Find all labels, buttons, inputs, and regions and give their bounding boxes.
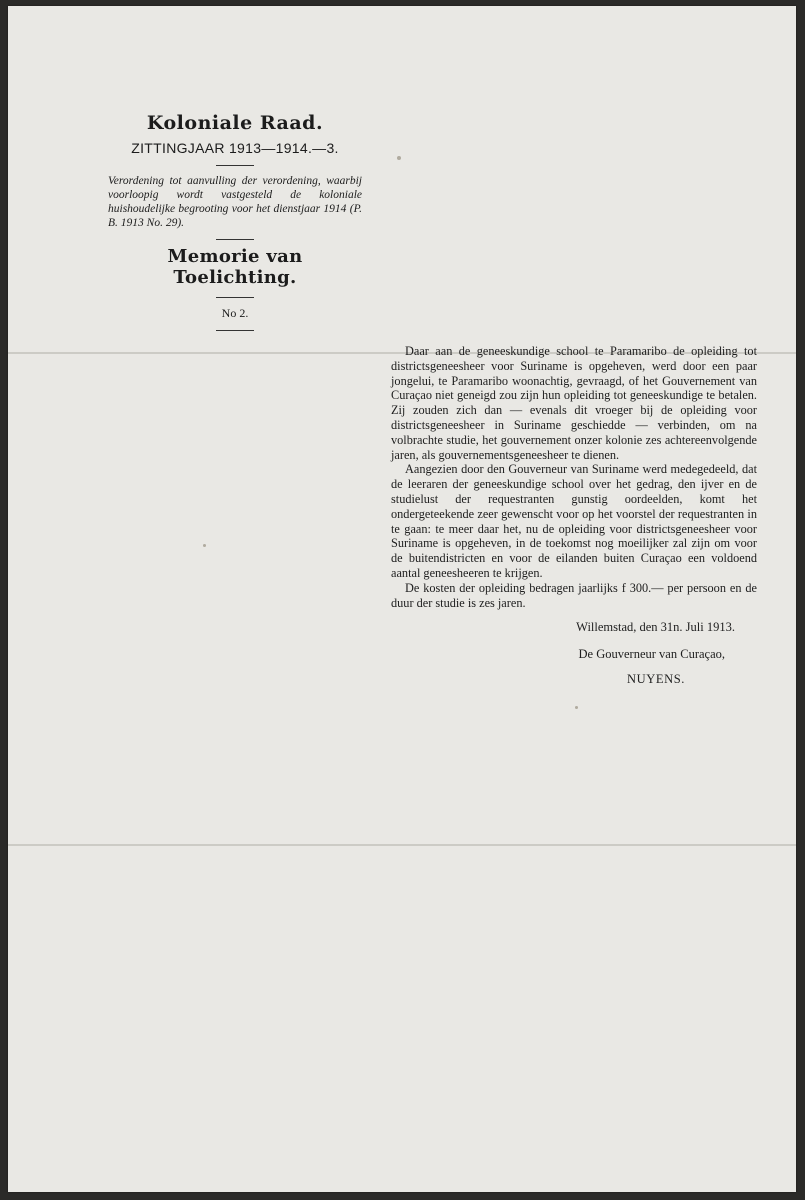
- paper-speck: [203, 544, 206, 547]
- divider: [216, 330, 254, 331]
- paragraph: De kosten der opleiding bedragen jaarlijks f 300.— per persoon en de duur der studie is zes jaren.: [391, 580, 757, 610]
- paper-speck: [397, 156, 401, 160]
- signatory-office: De Gouverneur van Curaçao,: [578, 647, 725, 661]
- divider: [216, 239, 254, 240]
- council-title: Koloniale Raad.: [146, 112, 324, 134]
- session-year: ZITTINGJAAR 1913—1914.—3.: [131, 140, 339, 156]
- ordinance-description: Verordening tot aanvulling der verordening, waarbij voorloopig wordt vastgesteld de koloniale huishoudelijke begrooting voor het dienstjaar 1914 (P. B. 1913 No. 29).: [108, 175, 362, 229]
- date-line: Willemstad, den 31n. Juli 1913.: [576, 620, 735, 634]
- memo-body: [391, 344, 757, 610]
- fold-line: [8, 844, 796, 846]
- divider: [216, 165, 254, 166]
- document-number: No 2.: [221, 306, 249, 320]
- signatory-name: NUYENS.: [626, 672, 685, 686]
- paragraph: Daar aan de geneeskundige school te Paramaribo de opleiding tot districtsgeneesheer voor Suriname is opgeheven, werd door een paar jongelui, te Paramaribo woonachtig, gevraagd, of het Gouvernement van Curaçao niet geneigd zou zijn hun opleiding tot geneeskundige te betalen. Zij zouden zich dan — evenals dit vroeger bij de opleiding voor districtsgeneesheer in Suriname geschiedde — verbinden, om na volbrachte studie, het gouvernement onzer kolonie zes achtereenvolgende jaren, als gouvernementsgeneesheer te dienen.: [391, 344, 757, 462]
- paper-speck: [575, 706, 578, 709]
- document-header: [104, 106, 366, 331]
- divider: [216, 297, 254, 298]
- paragraph: Aangezien door den Gouverneur van Suriname werd medegedeeld, dat de leeraren der geneeskundige school over het gedrag, den ijver en de studielust der requestranten gunstig oordeelden, komt het ondergeteekende zeer gewenscht voor op het voorstel der requestranten in te gaan: te meer daar het, nu de opleiding voor districtsgeneesheer voor Suriname is opgeheven, in de toekomst nog moeilijker zal zijn om voor de buitendistricten en voor de eilanden buiten Curaçao een voldoend aantal geneesheeren te krijgen.: [391, 462, 757, 580]
- memo-title: Memorie van Toelichting.: [167, 246, 303, 288]
